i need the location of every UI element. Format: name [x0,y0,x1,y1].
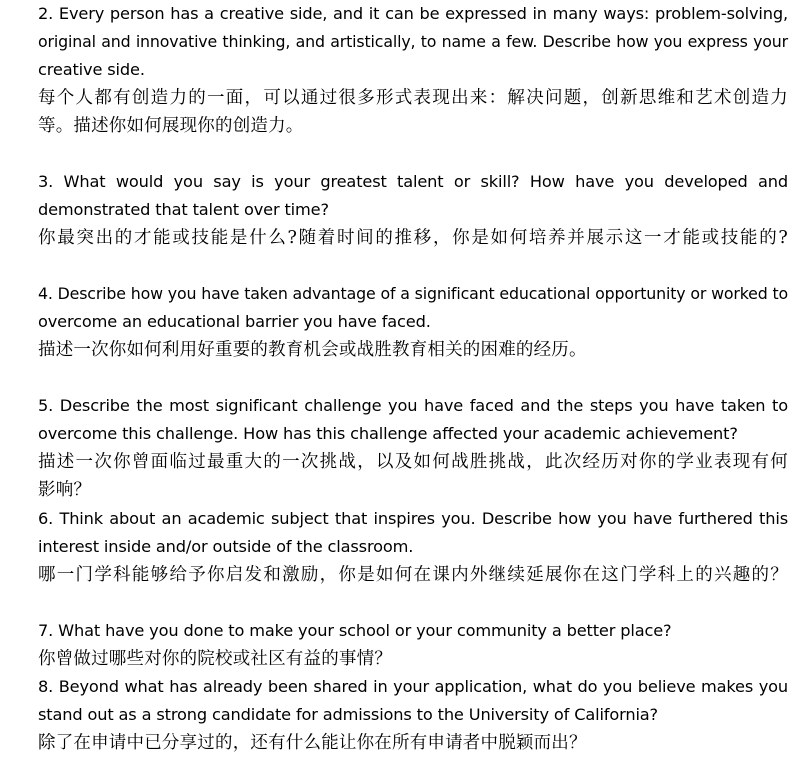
question-5-zh-line-1: 描述一次你曾面临过最重大的一次挑战，以及如何战胜挑战，此次经历对你的学业表现有何 [38,452,788,472]
question-2-en-line-2: original and innovative thinking, and artistically, to name a few. Describe how you express your [38,32,788,51]
question-2-en-line-1: 2. Every person has a creative side, and it can be expressed in many ways: problem-solving, [38,4,788,23]
question-7-en-line-1: 7. What have you done to make your school or your community a better place? [38,621,672,640]
question-5-en-line-1: 5. Describe the most significant challenge you have faced and the steps you have taken to [38,396,788,415]
question-5-zh-line-2: 影响？ [38,480,92,500]
question-3-en-line-1: 3. What would you say is your greatest talent or skill? How have you developed and [38,172,788,191]
question-4-zh-line-1: 描述一次你如何利用好重要的教育机会或战胜教育相关的困难的经历。 [38,340,587,360]
question-3-zh-line-1: 你最突出的才能或技能是什么?随着时间的推移，你是如何培养并展示这一才能或技能的? [38,228,788,248]
question-2-zh-line-2: 等。描述你如何展现你的创造力。 [38,116,304,136]
question-5-en-line-2: overcome this challenge. How has this challenge affected your academic achievement? [38,424,738,443]
question-2-en-line-3: creative side. [38,60,145,79]
question-8-en-line-2: stand out as a strong candidate for admissions to the University of California? [38,705,658,724]
question-6-en-line-2: interest inside and/or outside of the classroom. [38,537,414,556]
question-4-en-line-1: 4. Describe how you have taken advantage of a significant educational opportunity or worked to [38,284,789,303]
question-6-en-line-1: 6. Think about an academic subject that inspires you. Describe how you have furthered this [38,509,788,528]
question-7-zh-line-1: 你曾做过哪些对你的院校或社区有益的事情？ [38,649,392,669]
question-3-en-line-2: demonstrated that talent over time? [38,200,329,219]
question-2-zh-line-1: 每个人都有创造力的一面，可以通过很多形式表现出来：解决问题，创新思维和艺术创造力 [38,88,788,108]
question-4-en-line-2: overcome an educational barrier you have faced. [38,312,431,331]
question-6-zh-line-1: 哪一门学科能够给予你启发和激励，你是如何在课内外继续延展你在这门学科上的兴趣的？ [38,565,788,585]
question-8-zh-line-1: 除了在申请中已分享过的，还有什么能让你在所有申请者中脱颖而出？ [38,733,587,753]
question-8-en-line-1: 8. Beyond what has already been shared in your application, what do you believe makes you [38,677,788,696]
